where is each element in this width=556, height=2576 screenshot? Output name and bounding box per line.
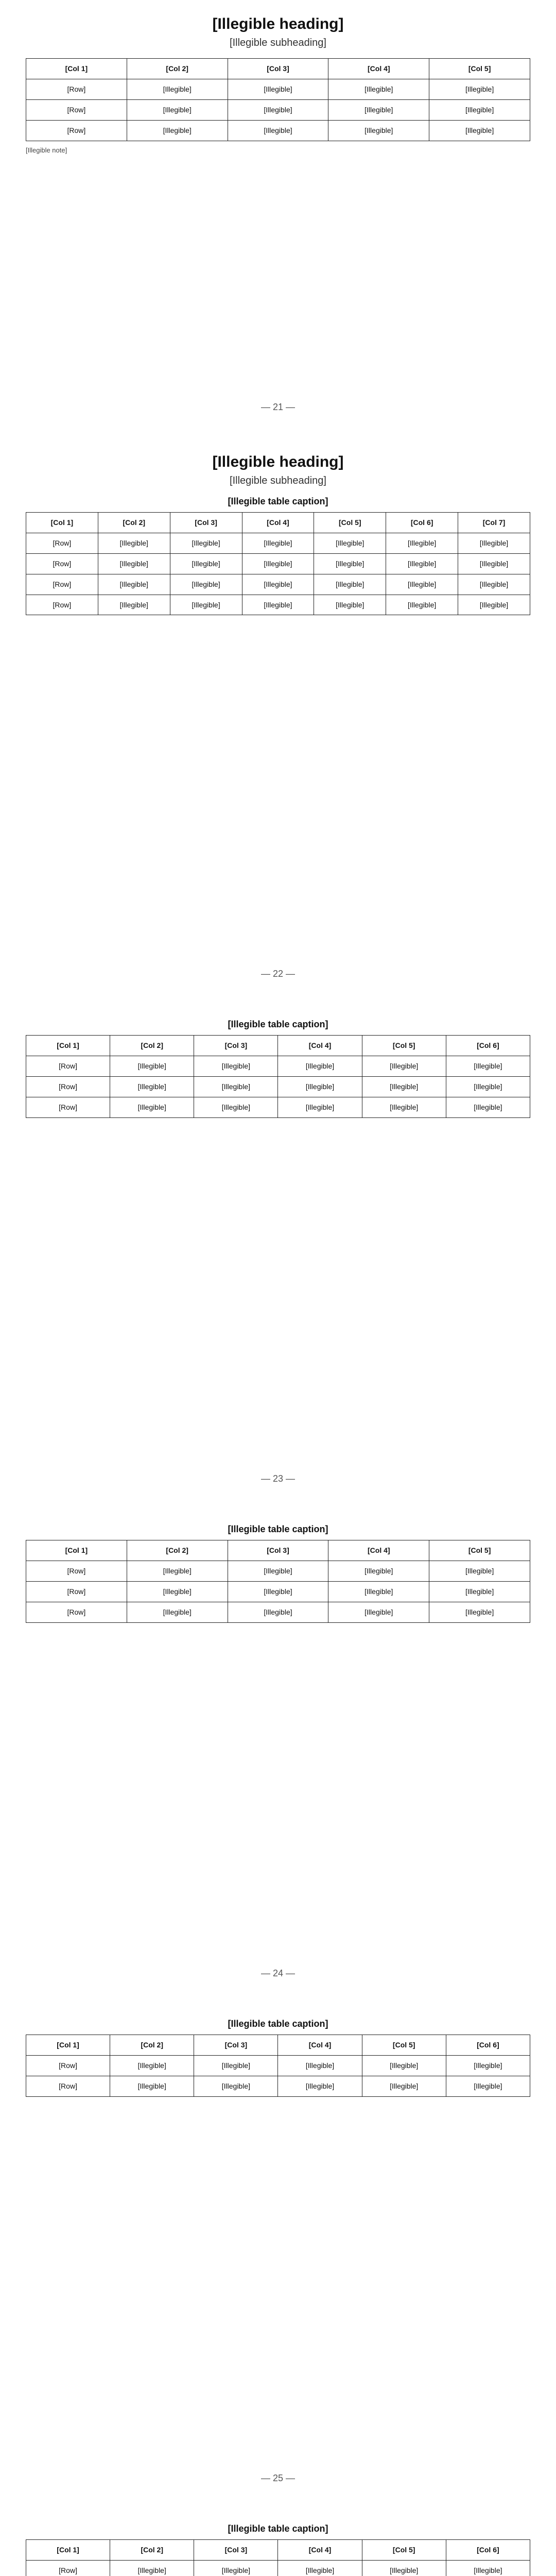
table-cell: [Illegible] [386,595,458,615]
page-number-24: — 24 — [260,1968,296,1978]
table-cell: [Illegible] [194,2076,278,2096]
table-row [26,1602,530,1622]
table-cell: [Row] [26,1581,127,1602]
table-cell: [Illegible] [110,2560,194,2576]
s3-col-5: [Col 5] [362,1036,446,1056]
s1-col-1: [Col 1] [26,59,127,79]
table-cell: [Illegible] [446,1056,530,1076]
s5-col-4: [Col 4] [278,2035,362,2056]
table-cell: [Illegible] [429,1602,530,1622]
table-cell: [Illegible] [170,595,242,615]
table-cell: [Illegible] [386,533,458,553]
s1-col-2: [Col 2] [127,59,228,79]
table-cell: [Illegible] [446,2055,530,2076]
table-cell: [Row] [26,99,127,120]
section-1-note: [Illegible note] [26,146,67,154]
table-cell: [Illegible] [170,533,242,553]
table-row [26,1076,530,1097]
table-row [26,2560,530,2576]
section-2-table [26,512,530,615]
table-cell: [Illegible] [278,1097,362,1117]
section-6 [26,2514,530,2576]
table-cell: [Illegible] [429,1581,530,1602]
table-cell: [Illegible] [127,1602,228,1622]
s2-col-2: [Col 2] [98,513,170,533]
s6-col-6: [Col 6] [446,2540,530,2561]
s6-col-3: [Col 3] [194,2540,278,2561]
table-cell: [Row] [26,574,98,595]
table-cell: [Illegible] [127,1561,228,1581]
s3-col-1: [Col 1] [26,1036,110,1056]
table-cell: [Illegible] [429,99,530,120]
table-cell: [Illegible] [458,574,530,595]
s3-col-6: [Col 6] [446,1036,530,1056]
table-cell: [Row] [26,2055,110,2076]
table-cell: [Illegible] [446,2076,530,2096]
table-cell: [Illegible] [194,1056,278,1076]
table-cell: [Illegible] [110,2076,194,2096]
s2-col-5: [Col 5] [314,513,386,533]
table-row [26,553,530,574]
section-5 [26,2009,530,2097]
s6-col-5: [Col 5] [362,2540,446,2561]
section-2-table-header-row [26,513,530,533]
table-cell: [Illegible] [110,2055,194,2076]
s4-col-4: [Col 4] [328,1540,429,1561]
table-cell: [Illegible] [314,574,386,595]
table-cell: [Illegible] [110,1076,194,1097]
table-cell: [Illegible] [446,1097,530,1117]
table-cell: [Illegible] [228,1581,328,1602]
table-cell: [Illegible] [98,533,170,553]
table-row [26,533,530,553]
table-cell: [Row] [26,79,127,99]
table-row [26,574,530,595]
s5-col-1: [Col 1] [26,2035,110,2056]
s5-col-2: [Col 2] [110,2035,194,2056]
table-cell: [Row] [26,1097,110,1117]
table-cell: [Illegible] [278,2560,362,2576]
table-cell: [Illegible] [362,1056,446,1076]
table-cell: [Illegible] [362,2076,446,2096]
table-cell: [Illegible] [458,595,530,615]
section-5-table [26,2035,530,2097]
table-cell: [Row] [26,533,98,553]
table-cell: [Illegible] [242,574,314,595]
section-2-heading: [Illegible heading] [212,453,344,470]
table-cell: [Row] [26,553,98,574]
table-cell: [Illegible] [429,79,530,99]
section-2-subheading: [Illegible subheading] [230,475,326,486]
section-3 [26,1010,530,1118]
table-cell: [Illegible] [429,1561,530,1581]
table-cell: [Illegible] [362,1076,446,1097]
table-cell: [Illegible] [194,2560,278,2576]
table-row [26,1056,530,1076]
table-cell: [Illegible] [328,120,429,141]
section-4-table [26,1540,530,1623]
section-6-caption: [Illegible table caption] [228,2523,328,2534]
s2-col-6: [Col 6] [386,513,458,533]
table-row [26,2076,530,2096]
s5-col-6: [Col 6] [446,2035,530,2056]
table-cell: [Row] [26,1076,110,1097]
table-cell: [Illegible] [127,1581,228,1602]
table-cell: [Illegible] [278,1076,362,1097]
table-cell: [Illegible] [98,595,170,615]
s3-col-4: [Col 4] [278,1036,362,1056]
s2-col-3: [Col 3] [170,513,242,533]
section-1-table [26,58,530,141]
table-cell: [Illegible] [362,2055,446,2076]
section-6-table [26,2539,530,2576]
table-cell: [Illegible] [228,1561,328,1581]
table-cell: [Illegible] [242,533,314,553]
table-cell: [Row] [26,120,127,141]
table-cell: [Illegible] [386,574,458,595]
table-row [26,79,530,99]
table-cell: [Row] [26,2076,110,2096]
table-row [26,99,530,120]
s1-col-4: [Col 4] [328,59,429,79]
section-5-table-header-row [26,2035,530,2056]
section-3-table-header-row [26,1036,530,1056]
section-1-subheading: [Illegible subheading] [230,37,326,48]
section-1 [26,15,530,154]
table-cell: [Illegible] [228,1602,328,1622]
table-cell: [Illegible] [194,2055,278,2076]
table-cell: [Illegible] [314,533,386,553]
table-cell: [Illegible] [458,553,530,574]
table-row [26,2055,530,2076]
table-cell: [Illegible] [314,553,386,574]
page-number-21: — 21 — [260,402,296,412]
table-cell: [Illegible] [446,2560,530,2576]
table-cell: [Illegible] [127,79,228,99]
table-cell: [Illegible] [429,120,530,141]
section-2 [26,453,530,615]
table-cell: [Illegible] [228,79,328,99]
table-cell: [Illegible] [278,2076,362,2096]
s4-col-1: [Col 1] [26,1540,127,1561]
section-4-caption: [Illegible table caption] [228,1524,328,1534]
s1-col-5: [Col 5] [429,59,530,79]
table-cell: [Illegible] [314,595,386,615]
table-cell: [Illegible] [328,1602,429,1622]
s5-col-3: [Col 3] [194,2035,278,2056]
page-number-23: — 23 — [260,1473,296,1484]
table-cell: [Illegible] [127,99,228,120]
table-row [26,595,530,615]
table-cell: [Illegible] [242,595,314,615]
page-number-25: — 25 — [260,2473,296,2483]
table-cell: [Illegible] [98,553,170,574]
page-number-22: — 22 — [260,969,296,979]
table-cell: [Illegible] [446,1076,530,1097]
table-cell: [Illegible] [328,1561,429,1581]
table-cell: [Illegible] [458,533,530,553]
s4-col-2: [Col 2] [127,1540,228,1561]
table-cell: [Illegible] [110,1097,194,1117]
table-cell: [Illegible] [362,1097,446,1117]
table-cell: [Illegible] [386,553,458,574]
table-cell: [Illegible] [170,553,242,574]
table-cell: [Illegible] [194,1097,278,1117]
table-cell: [Illegible] [328,79,429,99]
table-cell: [Illegible] [228,99,328,120]
section-3-caption: [Illegible table caption] [228,1019,328,1029]
s6-col-2: [Col 2] [110,2540,194,2561]
table-cell: [Illegible] [278,2055,362,2076]
table-cell: [Illegible] [242,553,314,574]
section-5-caption: [Illegible table caption] [228,2019,328,2029]
table-row [26,1097,530,1117]
section-4-table-header-row [26,1540,530,1561]
table-cell: [Illegible] [278,1056,362,1076]
table-cell: [Illegible] [127,120,228,141]
table-cell: [Illegible] [228,120,328,141]
section-6-table-header-row [26,2540,530,2561]
s2-col-1: [Col 1] [26,513,98,533]
s6-col-1: [Col 1] [26,2540,110,2561]
table-cell: [Row] [26,1561,127,1581]
s5-col-5: [Col 5] [362,2035,446,2056]
s3-col-3: [Col 3] [194,1036,278,1056]
table-cell: [Illegible] [194,1076,278,1097]
section-1-table-header-row [26,59,530,79]
table-cell: [Row] [26,1056,110,1076]
table-cell: [Illegible] [328,1581,429,1602]
s6-col-4: [Col 4] [278,2540,362,2561]
table-row [26,120,530,141]
table-cell: [Row] [26,595,98,615]
table-cell: [Row] [26,1602,127,1622]
table-cell: [Illegible] [110,1056,194,1076]
table-cell: [Row] [26,2560,110,2576]
s1-col-3: [Col 3] [228,59,328,79]
table-cell: [Illegible] [98,574,170,595]
table-cell: [Illegible] [170,574,242,595]
table-row [26,1581,530,1602]
s2-col-4: [Col 4] [242,513,314,533]
s3-col-2: [Col 2] [110,1036,194,1056]
section-2-caption: [Illegible table caption] [228,496,328,506]
section-3-table [26,1035,530,1118]
s4-col-5: [Col 5] [429,1540,530,1561]
table-cell: [Illegible] [362,2560,446,2576]
s2-col-7: [Col 7] [458,513,530,533]
s4-col-3: [Col 3] [228,1540,328,1561]
table-row [26,1561,530,1581]
section-4 [26,1515,530,1623]
section-1-heading: [Illegible heading] [212,15,344,32]
table-cell: [Illegible] [328,99,429,120]
